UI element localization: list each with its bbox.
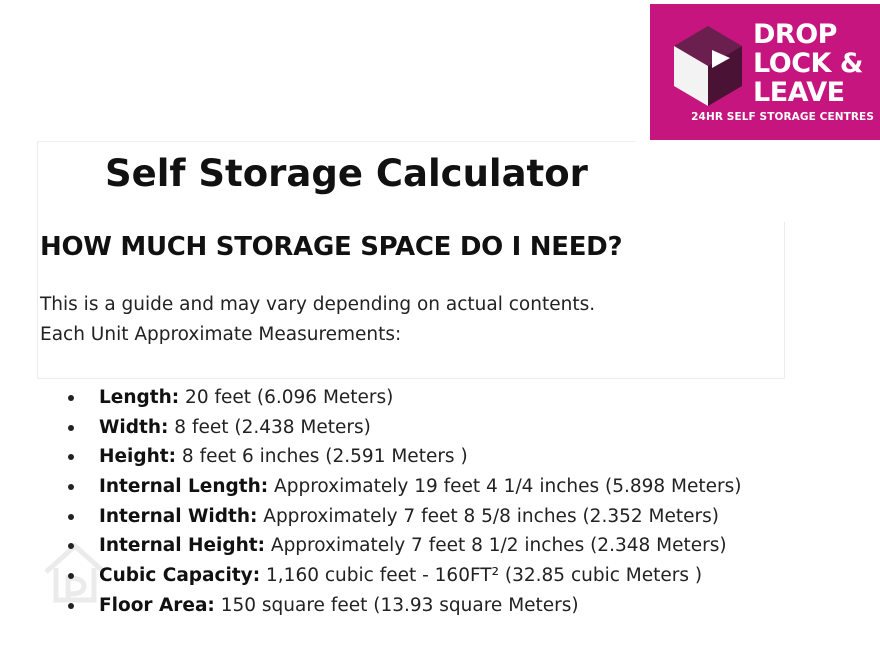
measurements-list [68, 383, 742, 621]
spec-label: Cubic Capacity: [99, 565, 261, 587]
list-item [68, 561, 742, 591]
spec-label: Internal Length: [99, 476, 269, 498]
spec-value: 8 feet 6 inches (2.591 Meters ) [176, 446, 468, 468]
bullet-icon [68, 514, 74, 520]
spec-value: 1,160 cubic feet - 160FT² (32.85 cubic Meters ) [260, 565, 703, 587]
spec-label: Width: [99, 416, 169, 438]
bullet-icon [68, 543, 74, 549]
list-item [68, 442, 742, 472]
list-item [68, 383, 742, 413]
list-item [68, 472, 742, 502]
spec-label: Internal Width: [99, 505, 258, 527]
list-item [68, 531, 742, 561]
bullet-icon [68, 603, 74, 609]
page-title: Self Storage Calculator [105, 152, 588, 195]
brand-logo[interactable] [650, 4, 880, 140]
spec-value: 8 feet (2.438 Meters) [168, 416, 371, 438]
list-item [68, 413, 742, 443]
logo-wordmark [753, 20, 863, 107]
section-heading: HOW MUCH STORAGE SPACE DO I NEED? [40, 232, 623, 262]
guide-note: This is a guide and may vary depending on actual contents. [40, 294, 596, 315]
spec-label: Floor Area: [99, 594, 215, 616]
spec-value: Approximately 19 feet 4 1/4 inches (5.898 Meters) [268, 476, 742, 498]
spec-value: 150 square feet (13.93 square Meters) [214, 594, 579, 616]
bullet-icon [68, 425, 74, 431]
bullet-icon [68, 573, 74, 579]
bullet-icon [68, 395, 74, 401]
bullet-icon [68, 454, 74, 460]
logo-line-leave: LEAVE [753, 77, 845, 108]
spec-label: Height: [99, 446, 177, 468]
list-item [68, 502, 742, 532]
logo-tagline: 24HR SELF STORAGE CENTRES [691, 111, 874, 123]
spec-value: Approximately 7 feet 8 5/8 inches (2.352 Meters) [257, 505, 719, 527]
list-item [68, 591, 742, 621]
bullet-icon [68, 484, 74, 490]
cube-logo-icon [668, 24, 746, 108]
logo-line-drop: DROP [753, 19, 837, 50]
spec-value: Approximately 7 feet 8 1/2 inches (2.348 Meters) [265, 535, 727, 557]
logo-line-lock: LOCK & [753, 48, 863, 79]
spec-label: Internal Height: [99, 535, 266, 557]
spec-label: Length: [99, 387, 180, 408]
measurements-intro: Each Unit Approximate Measurements: [40, 324, 402, 345]
spec-value: 20 feet (6.096 Meters) [179, 387, 394, 408]
